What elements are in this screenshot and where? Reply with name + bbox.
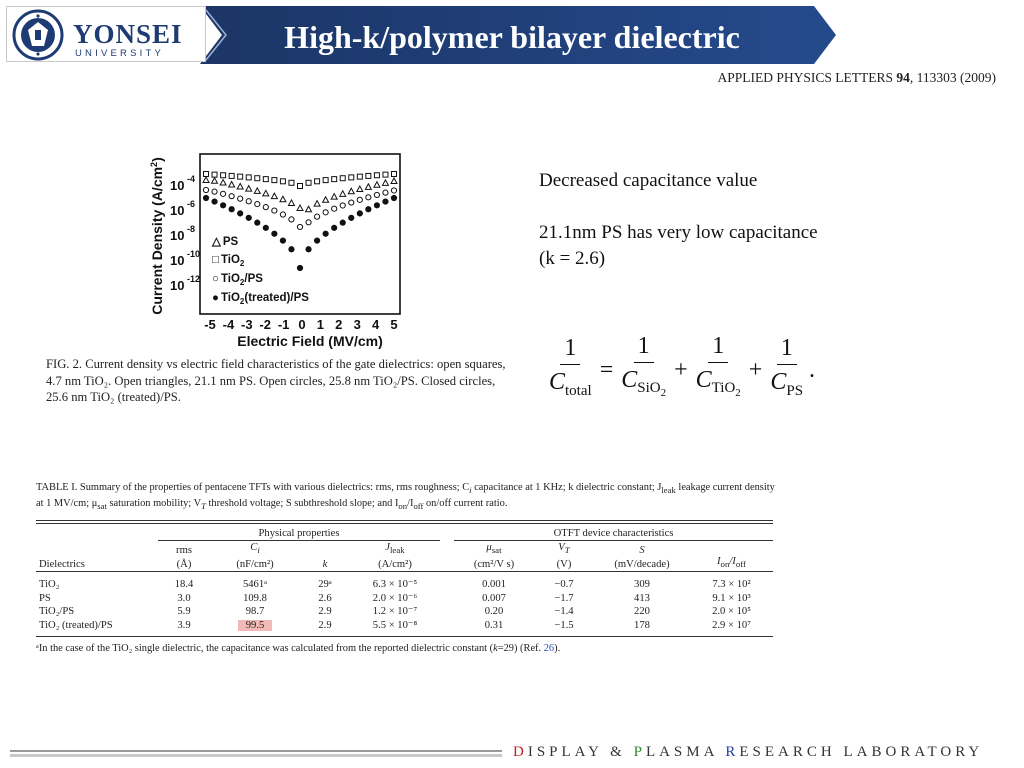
data-point [297,224,302,229]
table-row: TiO₂/PS 5.9 98.7 2.9 1.2 × 10⁻⁷ 0.20 −1.4 220 2.0 × 10⁵ [39,606,751,618]
figure-caption [46,356,516,406]
footer-rule [10,750,502,752]
y-tick-label: 10 [170,178,185,193]
data-point [229,194,234,199]
svg-text:Current Density (A/cm2): Current Density $(A/cm^2)$ [149,157,165,315]
data-point [391,188,396,193]
data-point [314,214,319,219]
data-point [280,179,285,184]
data-point [374,182,380,188]
group-otft-characteristics: OTFT device characteristics [454,527,773,541]
data-point [212,172,217,177]
data-point [332,177,337,182]
data-point [263,190,269,196]
data-point [383,190,388,195]
reference-link[interactable]: 26 [543,643,555,655]
x-tick-label: -3 [241,317,253,332]
y-axis-sup: 2 [149,161,159,167]
data-point [272,178,277,183]
data-point [220,203,225,208]
data-point [349,175,354,180]
col-rms: rms (Å) [158,541,210,572]
series-capacitance-formula [545,332,815,408]
equals-sign: = [599,356,614,383]
data-point [366,207,371,212]
data-point [374,173,379,178]
y-tick-exponent: -6 [187,199,196,209]
data-point [323,197,329,203]
data-point [323,231,328,236]
data-point [280,212,285,217]
x-tick-label: -5 [204,317,216,332]
data-point [272,231,277,236]
data-point [246,175,251,180]
frac-tio2: $\frac{1}{C_{TiO_2}}$ [695,332,741,400]
data-point [365,184,371,190]
col-ci: $C_i$ (nF/cm²) [210,541,300,572]
data-point [340,220,345,225]
data-point [366,173,371,178]
data-point [255,220,260,225]
data-point [238,196,243,201]
lab-name: DISPLAY & PLASMA RESEARCH LABORATORY [513,744,984,760]
table-row: TiO₂ (treated)/PS 3.9 99.5 2.9 5.5 × 10⁻⁸ 0.31 −1.5 178 2.9 × 10⁷ [36,619,773,637]
data-point [314,201,320,207]
data-point [315,179,320,184]
data-point [349,215,354,220]
data-point [306,220,311,225]
highlighted-capacitance: 99.5 [238,620,273,631]
table-row: PS 3.0 109.8 2.6 2.0 × 10⁻⁶ 0.007 −1.7 413 9.1 × 10³ [39,592,751,604]
data-point [332,225,337,230]
data-point [254,188,260,194]
citation: APPLIED PHYSICS LETTERS 94, 113303 (2009) [717,70,996,85]
data-point [203,177,209,183]
plus-sign: + [748,356,763,383]
y-tick-exponent: -12 [187,274,201,284]
data-point [263,177,268,182]
data-point [280,196,286,202]
table-footnote: ᵃIn the case of the TiO₂ single dielectric, the capacitance was calculated from the reported dielectric constant (k=29) (Ref. 26). [36,643,561,655]
x-tick-label: -2 [259,317,271,332]
data-point [255,176,260,181]
y-tick-label: 10 [170,203,185,218]
figure-caption-label: FIG. 2. [46,357,83,371]
data-point [246,199,251,204]
data-point [229,181,235,187]
y-tick-label: 10 [170,228,185,243]
data-point [246,215,251,220]
data-point [340,191,346,197]
x-axis-label: Electric Field (MV/cm) [237,333,383,349]
col-s: S (mV/decade) [594,541,690,572]
data-point [229,173,234,178]
col-k: k [300,541,350,572]
data-point [229,207,234,212]
x-tick-label: -4 [222,317,235,332]
citation-volume: 94 [896,70,910,85]
y-tick-exponent: -10 [187,249,201,259]
y-axis-label: Current Density (A/cm [149,166,165,315]
y-tick-exponent: -8 [187,224,196,234]
data-point [391,195,396,200]
data-point [280,238,285,243]
data-point [332,206,337,211]
data-point [246,186,252,192]
data-point [238,211,243,216]
data-point [298,184,303,189]
university-logo [6,6,206,62]
yonsei-crest-icon [11,8,65,62]
col-dielectrics: Dielectrics [36,541,158,572]
plus-sign: + [674,356,688,383]
data-point [204,172,209,177]
data-point [382,180,388,186]
data-point [212,189,217,194]
citation-page: 113303 (2009) [916,70,996,85]
y-tick-label: 10 [170,278,185,293]
data-point [383,199,388,204]
data-point [297,205,303,211]
legend-entry: ○ TiO$_2$/PS [212,273,263,287]
data-point [203,195,208,200]
frac-ps: $\frac{1}{C_{PS}}$ [770,335,804,399]
col-on-off: $I_{on}/I_{off}$ [690,541,773,572]
data-point [288,200,294,206]
data-point [348,188,354,194]
data-point [340,203,345,208]
jv-plot [140,140,430,355]
note-capacitance: Decreased capacitance value [539,170,758,191]
frac-total: $\frac{1}{C_{total}}$ [549,335,592,399]
data-point [349,200,354,205]
data-point [220,180,226,186]
col-jleak: $J_{leak}$ (A/cm²) [350,541,440,572]
jv-figure [140,140,430,355]
data-point [357,197,362,202]
citation-journal: APPLIED PHYSICS LETTERS [717,70,893,85]
university-name: YONSEI [73,19,183,49]
note-ps-capacitance: 21.1nm PS has very low capacitance [539,222,818,243]
data-point [263,225,268,230]
x-tick-label: 5 [390,317,398,332]
data-point [221,173,226,178]
x-tick-label: 3 [353,317,361,332]
data-point [212,178,218,184]
legend-entry: ● TiO$_2$(treated)/PS [212,292,309,306]
frac-sio2: $\frac{1}{C_{SiO_2}}$ [621,332,667,400]
table-caption: TABLE I. Summary of the properties of pentacene TFTs with various dielectrics: rms, rms roughness; $C_i$ capacitance at 1 KHz; k dielectric constant; $J_{leak}$ leakage current density at 1 MV/cm; $\mu_{sat}$ saturation mobility; $V_T$ threshold voltage; S subthreshold slope; and $I_{on}/I_{off}$ on/off current ratio. [36,482,775,512]
x-tick-label: 1 [316,317,325,332]
data-point [263,205,268,210]
properties-table [36,520,773,637]
data-point [314,238,319,243]
data-point [272,208,277,213]
data-point [237,183,243,189]
data-point [323,178,328,183]
data-point [374,203,379,208]
formula-period: . [809,356,816,383]
data-point [391,178,397,184]
x-tick-label: 0 [298,317,306,332]
x-tick-label: 2 [335,317,343,332]
data-point [289,217,294,222]
data-point [323,210,328,215]
data-point [306,206,312,212]
data-point [271,193,277,199]
slide-title: High-k/polymer bilayer dielectric [284,19,740,55]
col-mobility: $\mu_{sat}$ (cm²/V s) [454,541,534,572]
group-physical-properties: Physical properties [158,527,440,541]
university-subtitle: UNIVERSITY [75,48,165,59]
note-k-value: (k = 2.6) [539,248,606,269]
data-point [306,247,311,252]
data-point [306,180,311,185]
data-point [212,199,217,204]
data-point [238,174,243,179]
data-point [366,195,371,200]
data-point [203,187,208,192]
legend-entry: △ PS [212,236,239,248]
notes [539,168,979,272]
data-point [289,247,294,252]
figure-caption-text: Current density vs electric field characteristics of the gate dielectrics: open squares, 4.7 nm TiO₂. Open triangles, 21.1 nm PS. Open circles, 25.8 nm TiO₂/PS. Closed circles, 25.6 nm TiO₂ (treated)/PS. [46,357,506,404]
properties-table-block [36,481,776,654]
data-point [357,186,363,192]
y-tick-label: 10 [170,253,185,268]
legend-entry: □ TiO$_2$ [212,254,245,268]
col-vt: $V_T$ (V) [534,541,594,572]
y-tick-exponent: -4 [187,174,196,184]
data-point [357,211,362,216]
data-point [374,192,379,197]
data-point [331,194,337,200]
x-tick-label: 4 [371,317,380,332]
data-point [357,174,362,179]
table-row: TiO₂ 18.4 5461ᵃ 29ᵃ 6.3 × 10⁻⁵ 0.001 −0.7 309 7.3 × 10² [39,579,751,591]
data-point [383,172,388,177]
data-point [255,201,260,206]
data-point [220,191,225,196]
footer-rule [10,754,502,757]
data-point [297,265,302,270]
data-point [340,176,345,181]
x-tick-label: -1 [277,317,290,332]
slide-header [0,0,1024,68]
data-point [392,172,397,177]
data-point [289,180,294,185]
